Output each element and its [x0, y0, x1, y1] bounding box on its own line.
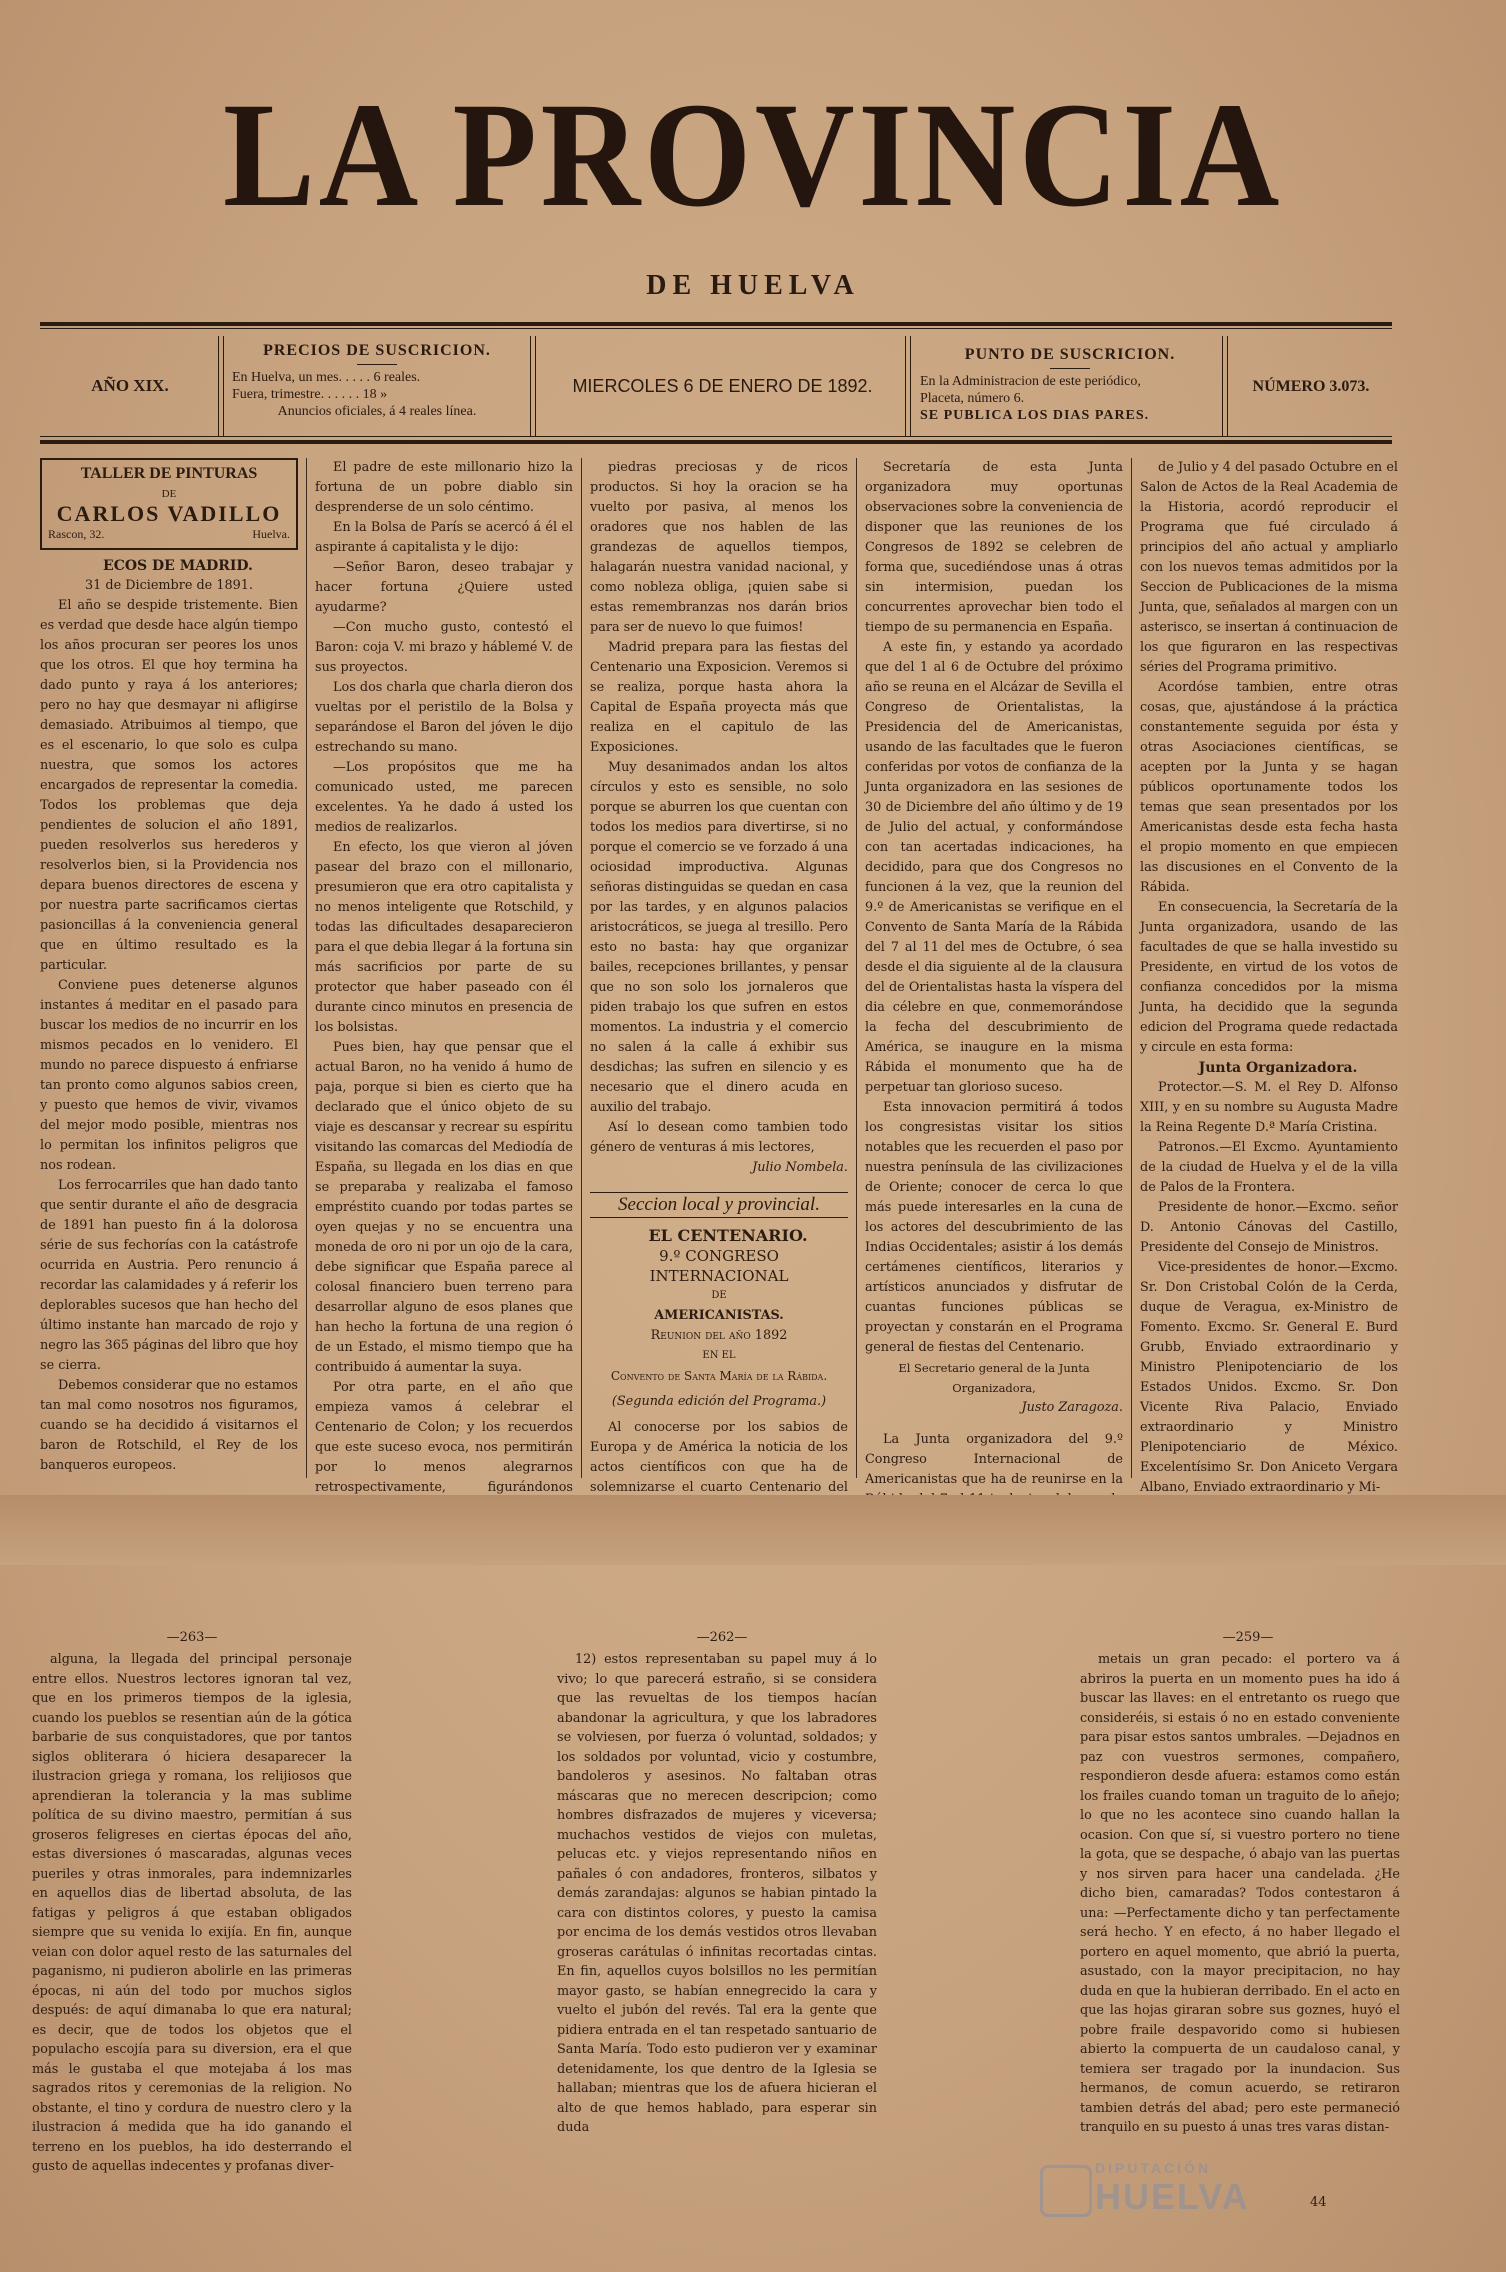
column-3: [590, 458, 848, 1495]
paragraph: En la Bolsa de París se acercó á él el aspirante á capitalista y le dijo:: [315, 520, 573, 555]
paragraph: Al conocerse por los sabios de Europa y de América la noticia de los actos científicos con que ha de solemnizarse el cuarto Centenario del: [590, 1420, 848, 1495]
paragraph: alguna, la llegada del principal personaje entre ellos. Nuestros lectores ignoran tal vez, que en los primeros tiempos de la iglesia, cuando los pueblos se resentian aún de la gótica barbarie de sus conquistadores, que por tantos siglos obliterara ó hiciera desaparecer la ilustracion griega y romana, los relijiosos que aprendieran la tolerancia y la mas sublime política de su divino maestro, permitían á sus groseros feligreses en ciertas épocas del año, estas diversiones ó mascaradas, algunas veces pueriles y otras inmorales, para indemnizarles en aquellos dias de libertad absoluta, de las fatigas y peligros á que estaban obligados siempre que su venida lo exijía. En fin, aunque veian con dolor aquel resto de las saturnales del paganismo, ni pudieron abolirle en las primeras épocas, ni aún del todo por muchos siglos después: de aquí dimanaba lo que era natural; es decir, que de todos los objetos que el populacho escojía para su diversion, era el que más le gustaba el que motejaba á los mas sagrados ritos y ceremonias de la religion. No obstante, el tino y cordura de nuestro clero y la ilustracion á medida que ha ido ganando el terreno en los pueblos, ha ido desterrando el gusto de aquellas indecentes y profanas diver-: [32, 1652, 352, 2174]
program-edition: (Segunda edición del Programa.): [611, 1394, 827, 1409]
paragraph: El padre de este millonario hizo la fortuna de un pobre diablo sin desprenderse de un solo céntimo.: [315, 460, 573, 515]
paragraph: El año se despide tristemente. Bien es verdad que desde hace algún tiempo los años procuran ser peores los unos que los otros. El que hoy termina ha dado punto y raya á los anteriores; pero no hay que desmayar ni afligirse demasiado. Atribuimos al tiempo, que es el escenario, lo que solo es culpa nuestra, que somos los actores encargados de representar la comedia. Todos los problemas que deja pendientes de solucion el año 1891, pueden resolverlos sus herederos y resolverlos bien, si la Providencia nos depara buenos directores de escena y por nuestra parte sacrificamos ciertas pasioncillas á la conveniencia general que en último resultado es la particular.: [40, 598, 298, 973]
paragraph: de Julio y 4 del pasado Octubre en el Salon de Actos de la Real Academia de la Historia, acordó reproducir el Programa que fué circulado á principios del año actual y ampliarlo con los nuevos temas admitidos por la Seccion de Publicaciones de la misma Junta, que, señalados al margen con un asterisco, se insertan á continuacion de los que figuraron en las respectivas séries del Programa primitivo.: [1140, 460, 1398, 675]
paragraph: Muy desanimados andan los altos círculos y esto es sensible, no solo porque se aburren los que cuentan con todos los medios para divertirse, si no porque el comercio se ve forzado á una ociosidad improductiva. Algunas señoras distinguidas se quedan en casa por las tardes, y en algunos palacios aristocráticos, se juega al tresillo. Pero esto no basta: hay que organizar bailes, recepciones brillantes, y pensar que no son solo los jornaleros que piden trabajo los que sufren en estos momentos. La industria y el comercio no salen á la calle á exhibir sus desdichas; las sufren en silencio y es necesario que el dinero acuda en auxilio del trabajo.: [590, 760, 848, 1115]
paragraph: Los dos charla que charla dieron dos vueltas por el peristilo de la Bolsa y separándose el Baron del jóven le dijo estrechando su mano.: [315, 680, 573, 755]
paragraph: —Con mucho gusto, contestó el Baron: coja V. mi brazo y háblemé V. de sus proyectos.: [315, 620, 573, 675]
paragraph: piedras preciosas y de ricos productos. Si hoy la oracion se ha vuelto por pasiva, al menos los oradores que nos hablen de las grandezas de aquellos tiempos, halagarán nuestra vanidad nacional, y como nobleza obliga, ¡quien sabe si estas remembranzas nos darán brios para ser de nuevo lo que fuimos!: [590, 460, 848, 635]
prices-title: PRECIOS DE SUSCRICION.: [263, 342, 491, 359]
paragraph: En consecuencia, la Secretaría de la Junta organizadora, usando de las facultades de que se halla investido su Presidente, en virtud de los votos de confianza concedidos por la misma Junta, ha decidido que la segunda edicion del Programa quede redactada y circule en esta forma:: [1140, 900, 1398, 1055]
folletin-column-2: [557, 1650, 877, 2190]
issue-number: NÚMERO 3.073.: [1252, 378, 1370, 395]
column-1: [40, 458, 298, 1483]
point-line-1: En la Administracion de este periódico,: [920, 374, 1141, 389]
paragraph: Vice-presidentes de honor.—Excmo. Sr. Don Cristobal Colón de la Cerda, duque de Veragua, ex-Ministro de Fomento. Excmo. Sr. General E. Burd Grubb, Enviado extraordinario y Ministro Plenipotenciario de los Estados Unidos. Excmo. Sr. Don Vicente Riva Palacio, Enviado extraordinario y Ministro Plenipotenciario de México. Excelentísimo Sr. Don Aniceto Vergara Albano, Enviado extraordinario y Mi-: [1140, 1260, 1398, 1495]
prices-line-1: En Huelva, un mes. . . . . 6 reales.: [232, 370, 421, 385]
point-line-3: SE PUBLICA LOS DIAS PARES.: [920, 408, 1150, 423]
paragraph: —Señor Baron, deseo trabajar y hacer fortuna ¿Quiere usted ayudarme?: [315, 560, 573, 615]
author-signature: Julio Nombela.: [752, 1160, 848, 1175]
point-title: PUNTO DE SUSCRICION.: [964, 346, 1176, 363]
folletin-column-3: [1080, 1650, 1400, 2190]
folletin-page-number: —262—: [696, 1630, 748, 1645]
issue-date: MIERCOLES 6 DE ENERO DE 1892.: [572, 376, 873, 396]
paragraph: Los ferrocarriles que han dado tanto que sentir durante el año de desgracia de 1891 han puesto fin á la dolorosa série de sus fechorías con la catástrofe ocurrida en Austria. Pero renuncio á recordar las calamidades y á referir los deplorables sucesos que han hecho del último instante han marcado de rojo y negro las 365 páginas del libro que hoy se cierra.: [40, 1178, 298, 1373]
folletin-page-number: —259—: [1222, 1630, 1274, 1645]
paragraph: Madrid prepara para las fiestas del Centenario una Exposicion. Veremos si se realiza, porque hasta ahora la Capital de España proyecta más que realiza en el capitulo de las Exposiciones.: [590, 640, 848, 755]
column-2: [315, 458, 573, 1495]
masthead-title: LA PROVINCIA: [222, 72, 1284, 238]
advertisement-box: [40, 458, 298, 550]
watermark-large: HUELVA: [1095, 2176, 1250, 2217]
year-cell: [50, 336, 210, 436]
column-rule: [1131, 458, 1132, 1478]
article-dateline: 31 de Diciembre de 1891.: [85, 578, 253, 593]
prices-line-3: Anuncios oficiales, á 4 reales línea.: [277, 404, 477, 419]
prices-cell: [232, 336, 522, 436]
watermark-small: DIPUTACIÓN: [1095, 2160, 1212, 2176]
paragraph: A este fin, y estando ya acordado que del 1 al 6 de Octubre del próximo año se reuna en el Alcázar de Sevilla el Congreso de Orientalistas, la Presidencia del de Americanistas, usando de las facultades que le fueron conferidas por votos de confianza de la Junta organizadora en las sesiones de 30 de Diciembre del año último y de 19 de Julio del actual, y conformándose con tan acertadas indicaciones, ha decidido, para que dos Congresos no funcionen á la vez, que la reunion del 9.º de Americanistas se verifique en el Convento de Santa María de la Rábida del 7 al 11 del mes de Octubre, ó sea desde el dia siguiente al de la clausura del de Orientalistas hasta la víspera del dia célebre en que, conmemorándose la fecha del descubrimiento de América, se inaugure en la misma Rábida el monumento que ha de perpetuar tan glorioso suceso.: [865, 640, 1123, 1095]
section-title: Seccion local y provincial.: [590, 1192, 848, 1218]
article-heading: ECOS DE MADRID.: [103, 558, 253, 574]
masthead-subtitle: DE HUELVA: [646, 270, 860, 301]
paragraph: Esta innovacion permitirá á todos los congresistas visitar los sitios notables que les recuerden el paso por nuestra península de las civilizaciones de Oriente; conocer de cerca lo que más puede interesarles en la cuna de los actores del descubrimiento de las Indias Occidentales; asistir á los demás certámenes científicos, literarios y artísticos anunciados y disfrutar de cuantas funciones públicas se proyectan y constarán en el Programa general de fiestas del Centenario.: [865, 1100, 1123, 1355]
info-separator: [905, 336, 911, 436]
bottom-rule: [40, 440, 1392, 444]
archive-watermark: [1095, 2160, 1250, 2218]
paragraph: Por otra parte, en el año que empieza vamos á celebrar el Centenario de Colon; y los recuerdos que este suceso evoca, nos permitirán por lo menos alegrarnos retrospectivamente, figurándonos: [315, 1380, 573, 1495]
top-rule-thin: [40, 328, 1392, 329]
paragraph: Secretaría de esta Junta organizadora muy oportunas observaciones sobre la conveniencia de disponer que las reuniones de los Congresos de 1892 se celebren de forma que, sucediéndose unas á otras sin intermision, puedan los concurrentes aprovechar bien todo el tiempo de su permanencia en España.: [865, 460, 1123, 635]
folletin-page-number: —263—: [166, 1630, 218, 1645]
meeting-place: Convento de Santa María de la Rábida.: [610, 1369, 828, 1383]
congress-name: AMERICANISTAS.: [654, 1308, 784, 1323]
paragraph: —Los propósitos que me ha comunicado usted, me parecen excelentes. Ya he dado á usted los medios de realizarlos.: [315, 760, 573, 835]
year-label: AÑO XIX.: [91, 376, 169, 395]
point-cell: [920, 336, 1220, 436]
column-rule: [856, 458, 857, 1478]
folletin-footer-number: 44: [1310, 2195, 1327, 2210]
paragraph: En efecto, los que vieron al jóven pasear del brazo con el millonario, presumieron que era otro capitalista y no menos inteligente que Rotschild, y todas las dificultades desaparecieron para el que debia llegar á la fortuna sin más sacrificios por parte de su protector que haber paseado con él durante cinco minutos en presencia de los bolsistas.: [315, 840, 573, 1035]
date-cell: [545, 336, 900, 436]
top-rule: [40, 322, 1392, 326]
secretary-signature: Justo Zaragoza.: [1021, 1400, 1123, 1415]
congress-de: DE: [711, 1290, 727, 1301]
info-separator: [218, 336, 224, 436]
bottom-rule-thin: [40, 436, 1392, 437]
secretary-title: El Secretario general de la Junta Organizadora,: [898, 1361, 1090, 1395]
number-cell: [1236, 336, 1386, 436]
paragraph: metais un gran pecado: el portero va á abriros la puerta en un momento pues ha ido á buscar las llaves: en el entretanto os ruego que consideréis, si estais ó no en estado conveniente para pisar estos santos umbrales. —Dejadnos en paz con vuestros sermones, compañero, respondieron desde afuera: estamos como están los frailes cuando toman un traguito de lo añejo; lo que no les acontece sino cuando hallan la ocasion. Con que sí, si vuestro portero no tiene la gota, que se despache, ó abajo van las puertas y nos sirven para hacer una candelada. ¿He dicho bien, camaradas? Todos contestaron á una: —Perfectamente dicho y tan perfectamente será hecho. Y en efecto, á no haber llegado el portero en aquel momento, que abrió la puerta, asustado, con la mayor precipitacion, no hay duda en que la hubieran derribado. En el acto en que las hojas giraran sobre sus goznes, huyó el pobre fraile despavorido como si hubiesen abierto la compuerta de un caudaloso canal, y temiera ser tragado por la inundacion. Sus hermanos, de comun acuerdo, se retiraron tambien detrás del abad; pero este permaneció tranquilo en su puesto á unas tres varas distan-: [1080, 1652, 1400, 2135]
paragraph: Conviene pues detenerse algunos instantes á meditar en el pasado para buscar los medios de no incurrir en los mismos pecados en lo venidero. El mundo no parece dispuesto á enfriarse tan pronto como algunos sabios creen, y puesto que hemos de vivir, vivamos del mejor modo posible, mientras nos lo permitan los infinitos peligros que nos rodean.: [40, 978, 298, 1173]
ad-city: Huelva.: [252, 527, 290, 541]
article-heading: EL CENTENARIO.: [648, 1226, 808, 1245]
page-fold: [0, 1495, 1506, 1565]
paragraph: Patronos.—El Excmo. Ayuntamiento de la ciudad de Huelva y el de la villa de Palos de la Frontera.: [1140, 1140, 1398, 1195]
column-rule: [306, 458, 307, 1478]
archive-logo-icon: [1040, 2165, 1092, 2217]
info-separator: [1222, 336, 1228, 436]
ad-line-2: DE: [161, 488, 177, 500]
paragraph: 12) estos representaban su papel muy á lo vivo; lo que parecerá estraño, si se considera que las revueltas de los tiempos hacían abandonar la agricultura, y que los labradores se volviesen, por fuerza ó voluntad, soldados; y los soldados por voluntad, vicio y costumbre, bandoleros y asesinos. No faltaban otras máscaras que no merecen descripcion; como hombres disfrazados de mujeres y viceversa; muchachos vestidos de viejos con muletas, pelucas etc. y viejos representando niños en pañales ó con andadores, fronteros, silbatos y demás zarandajas: algunos se habian pintado la cara con distintos colores, y puesto la camisa por encima de los demás vestidos otros llevaban groseras carátulas ó infinitas recortadas cintas. En fin, aquellos cuyos bolsillos no les permitían mayor gasto, se habían ennegrecido la cara y vuelto el jubón del revés. Tal era la gente que pidiera entrada en el tan respetado santuario de Santa María. Todo esto pudieron ver y examinar detenidamente, los que dentro de la Iglesia se hallaban; mientras que los de afuera hicieran el alto de que hemos hablado, para esperar sin duda: [557, 1652, 877, 2135]
ad-line-1: TALLER DE PINTURAS: [80, 465, 258, 482]
paragraph: Acordóse tambien, entre otras cosas, que, ajustándose á la práctica constantemente seguida por ésta y otras Asociaciones científicas, se acepten por la Junta y se hagan públicos oportunamente todos los temas que sean presentados por los Americanistas desde esta fecha hasta el propio momento en que empiecen las discusiones en el Convento de la Rábida.: [1140, 680, 1398, 895]
congress-title: 9.º CONGRESO INTERNACIONAL: [649, 1247, 789, 1285]
ad-name: CARLOS VADILLO: [56, 501, 282, 526]
column-rule: [581, 458, 582, 1478]
meeting-en-el: EN EL: [702, 1350, 736, 1361]
column-5: [1140, 458, 1398, 1495]
meeting-year: Reunion del año 1892: [650, 1328, 788, 1343]
paragraph: Presidente de honor.—Excmo. señor D. Antonio Cánovas del Castillo, Presidente del Consejo de Ministros.: [1140, 1200, 1398, 1255]
paragraph: Pues bien, hay que pensar que el actual Baron, no ha venido á humo de paja, porque si bien es cierto que ha declarado que el único objeto de su viaje es descansar y recrear su espíritu visitando las comarcas del Mediodía de España, su llegada en los dias en que se preparaba y realizaba el famoso empréstito cuando por todas partes se oyen quejas y no se encuentra una moneda de oro ni por un ojo de la cara, debe significar que España parece al colosal financiero buen terreno para desarrollar alguno de esos planes que han hecho la fortuna de una region ó de un Estado, el mismo tiempo que ha contribuido á aumentar la suya.: [315, 1040, 573, 1375]
info-separator: [530, 336, 536, 436]
paragraph: Protector.—S. M. el Rey D. Alfonso XIII, y en su nombre su Augusta Madre la Reina Regente D.ª María Cristina.: [1140, 1080, 1398, 1135]
paragraph: Así lo desean como tambien todo género de venturas á mis lectores,: [590, 1120, 848, 1155]
junta-heading: Junta Organizadora.: [1198, 1060, 1358, 1076]
point-line-2: Placeta, número 6.: [920, 391, 1025, 406]
paragraph: La Junta organizadora del 9.º Congreso Internacional de Americanistas que ha de reunirse en la: [865, 1432, 1123, 1487]
ad-address: Rascon, 32.: [48, 527, 105, 541]
paragraph: Debemos considerar que no estamos tan mal como nosotros nos figuramos, cuando se ha decidido á visitarnos el baron de Rotschild, el Rey de los banqueros europeos.: [40, 1378, 298, 1473]
folletin-column-1: [32, 1650, 352, 2190]
column-4: [865, 458, 1123, 1487]
prices-line-2: Fuera, trimestre. . . . . . 18 »: [232, 387, 388, 402]
